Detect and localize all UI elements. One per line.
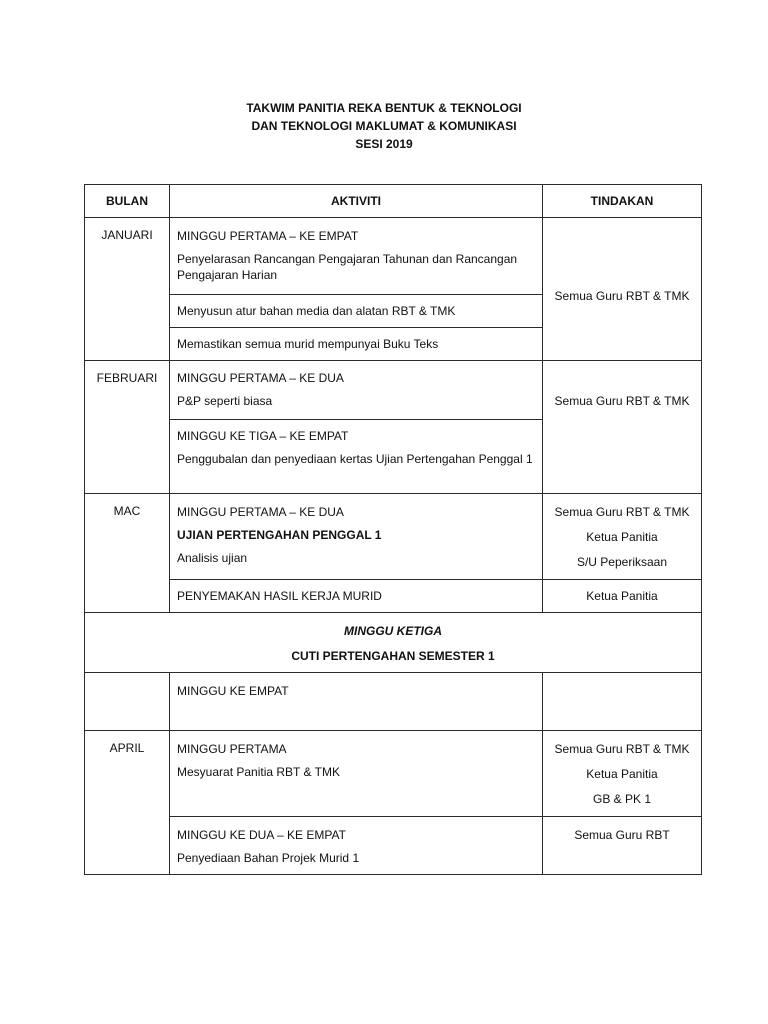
table-row xyxy=(85,361,702,420)
month-empty xyxy=(85,673,170,731)
tindakan-cell xyxy=(543,580,702,613)
activity-cell xyxy=(170,361,543,420)
tindakan-text: Ketua Panitia xyxy=(586,589,658,603)
activity-cell xyxy=(170,673,543,731)
activity-text: P&P seperti biasa xyxy=(177,394,273,408)
activity-cell xyxy=(170,731,543,817)
table-row xyxy=(85,218,702,295)
title-line-3: SESI 2019 xyxy=(355,137,413,151)
holiday-cell xyxy=(85,613,702,673)
activity-week: MINGGU PERTAMA – KE DUA xyxy=(177,505,344,519)
activity-cell xyxy=(170,328,543,361)
tindakan-cell xyxy=(543,361,702,494)
activity-cell xyxy=(170,295,543,328)
table-row xyxy=(85,613,702,673)
activity-text: Analisis ujian xyxy=(177,551,248,565)
holiday-week: MINGGU KETIGA xyxy=(344,624,442,638)
table-row xyxy=(85,673,702,731)
activity-text: Penyelarasan Rancangan Pengajaran Tahunan dan Rancangan Pengajaran Harian xyxy=(177,252,518,282)
activity-week: MINGGU KE DUA – KE EMPAT xyxy=(177,828,346,842)
tindakan-cell xyxy=(543,731,702,817)
activity-text: Penggubalan dan penyediaan kertas Ujian Pertengahan Penggal 1 xyxy=(177,452,533,466)
table-row xyxy=(85,494,702,580)
tindakan-cell xyxy=(543,817,702,875)
header-tindakan: TINDAKAN xyxy=(543,185,702,218)
activity-text: Menyusun atur bahan media dan alatan RBT & TMK xyxy=(177,304,456,318)
tindakan-cell xyxy=(543,494,702,580)
activity-week: MINGGU PERTAMA – KE EMPAT xyxy=(177,229,359,243)
tindakan-text: Ketua Panitia xyxy=(586,767,658,781)
tindakan-text: Semua Guru RBT & TMK xyxy=(554,505,690,519)
activity-cell xyxy=(170,580,543,613)
table-row xyxy=(85,580,702,613)
activity-cell xyxy=(170,494,543,580)
document-title xyxy=(0,99,768,153)
activity-cell xyxy=(170,817,543,875)
activity-week: MINGGU KE TIGA – KE EMPAT xyxy=(177,429,349,443)
tindakan-text: Semua Guru RBT & TMK xyxy=(554,394,690,408)
tindakan-cell xyxy=(543,218,702,361)
tindakan-text: GB & PK 1 xyxy=(592,792,652,806)
tindakan-text: Semua Guru RBT & TMK xyxy=(554,742,690,756)
month-januari: JANUARI xyxy=(85,218,170,361)
tindakan-text: Ketua Panitia xyxy=(586,530,658,544)
holiday-title: CUTI PERTENGAHAN SEMESTER 1 xyxy=(291,649,495,663)
activity-text: PENYEMAKAN HASIL KERJA MURID xyxy=(177,589,382,603)
title-line-1: TAKWIM PANITIA REKA BENTUK & TEKNOLOGI xyxy=(246,101,522,115)
month-mac: MAC xyxy=(85,494,170,613)
activity-text: Penyediaan Bahan Projek Murid 1 xyxy=(177,851,360,865)
month-februari: FEBRUARI xyxy=(85,361,170,494)
tindakan-empty xyxy=(543,673,702,731)
table-row xyxy=(85,817,702,875)
schedule-table xyxy=(84,184,702,875)
activity-text: Memastikan semua murid mempunyai Buku Teks xyxy=(177,337,439,351)
activity-week: MINGGU PERTAMA xyxy=(177,742,287,756)
title-line-2: DAN TEKNOLOGI MAKLUMAT & KOMUNIKASI xyxy=(251,119,517,133)
activity-week: MINGGU KE EMPAT xyxy=(177,684,289,698)
header-aktiviti: AKTIVITI xyxy=(170,185,543,218)
activity-text: Mesyuarat Panitia RBT & TMK xyxy=(177,765,340,779)
activity-exam: UJIAN PERTENGAHAN PENGGAL 1 xyxy=(177,528,382,542)
tindakan-text: Semua Guru RBT & TMK xyxy=(554,289,690,303)
table-row xyxy=(85,731,702,817)
month-april: APRIL xyxy=(85,731,170,875)
header-row xyxy=(85,185,702,218)
activity-cell xyxy=(170,218,543,295)
activity-week: MINGGU PERTAMA – KE DUA xyxy=(177,371,344,385)
tindakan-text: Semua Guru RBT xyxy=(574,828,670,842)
header-bulan: BULAN xyxy=(85,185,170,218)
activity-cell xyxy=(170,420,543,494)
tindakan-text: S/U Peperiksaan xyxy=(576,555,668,569)
